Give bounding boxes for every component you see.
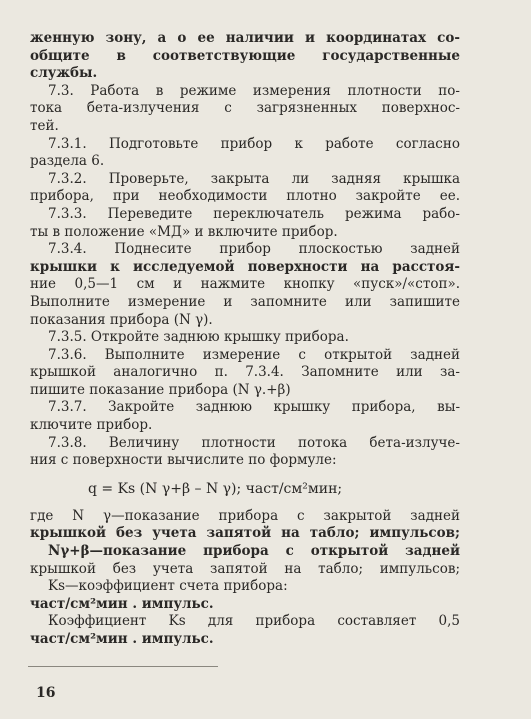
text-line: общите в соответствующие государственные <box>30 47 460 64</box>
text-line: женную зону, а о ее наличии и координатах со- <box>30 30 460 46</box>
text-line: 7.3.3. Переведите переключатель режима рабо- <box>48 205 460 222</box>
text-line: раздела 6. <box>30 153 105 170</box>
text-line: ключите прибор. <box>30 417 153 434</box>
text-line: 7.3. Работа в режиме измерения плотности по- <box>48 82 460 99</box>
text-block-lower <box>30 508 460 649</box>
text-line: ния с поверхности вычислите по формуле: <box>30 452 337 469</box>
text-line: 7.3.5. Откройте заднюю крышку прибора. <box>48 329 349 346</box>
text-line: 7.3.6. Выполните измерение с открытой задней <box>48 346 460 363</box>
text-line: Ks—коэффициент счета прибора: <box>48 578 288 595</box>
text-line: где N γ—показание прибора с закрытой задней <box>30 507 460 524</box>
text-line: 7.3.4. Поднесите прибор плоскостью задней <box>48 241 460 258</box>
text-line: крышкой без учета запятой на табло; импульсов; <box>30 560 460 577</box>
text-line: част/см²мин . импульс. <box>30 631 214 647</box>
footer-rule <box>28 666 218 667</box>
text-line: прибора, при необходимости плотно закройте ее. <box>30 188 460 205</box>
text-line: крышкой без учета запятой на табло; импульсов; <box>30 525 460 542</box>
text-line: 7.3.2. Проверьте, закрыта ли задняя крышка <box>48 170 460 187</box>
text-line: ты в положение «МД» и включите прибор. <box>30 223 338 240</box>
text-line: крышкой аналогично п. 7.3.4. Запомните или за- <box>30 364 460 381</box>
text-line: пишите показание прибора (N γ.+β) <box>30 381 291 398</box>
text-line: тей. <box>30 117 59 134</box>
document-page <box>30 30 460 649</box>
page-number: 16 <box>36 685 56 701</box>
text-block-upper <box>30 30 460 470</box>
formula: q = Ks (N γ+β – N γ); част/см²мин; <box>88 480 343 497</box>
text-line: 7.3.7. Закройте заднюю крышку прибора, вы- <box>48 399 460 416</box>
text-line: службы. <box>30 65 98 82</box>
text-line: Nγ+β—показание прибора с открытой задней <box>48 543 460 560</box>
text-line: тока бета-излучения с загрязненных поверхнос- <box>30 100 460 117</box>
text-line: Коэффициент Ks для прибора составляет 0,5 <box>48 613 460 630</box>
text-line: ние 0,5—1 см и нажмите кнопку «пуск»/«стоп». <box>30 276 460 293</box>
text-line: част/см²мин . импульс. <box>30 595 214 612</box>
text-line: 7.3.1. Подготовьте прибор к работе согласно <box>48 135 460 152</box>
text-line: 7.3.8. Величину плотности потока бета-излуче- <box>48 434 460 451</box>
text-line: показания прибора (N γ). <box>30 311 213 328</box>
text-line: Выполните измерение и запомните или запишите <box>30 293 460 310</box>
text-line: крышки к исследуемой поверхности на расстоя- <box>30 258 460 275</box>
